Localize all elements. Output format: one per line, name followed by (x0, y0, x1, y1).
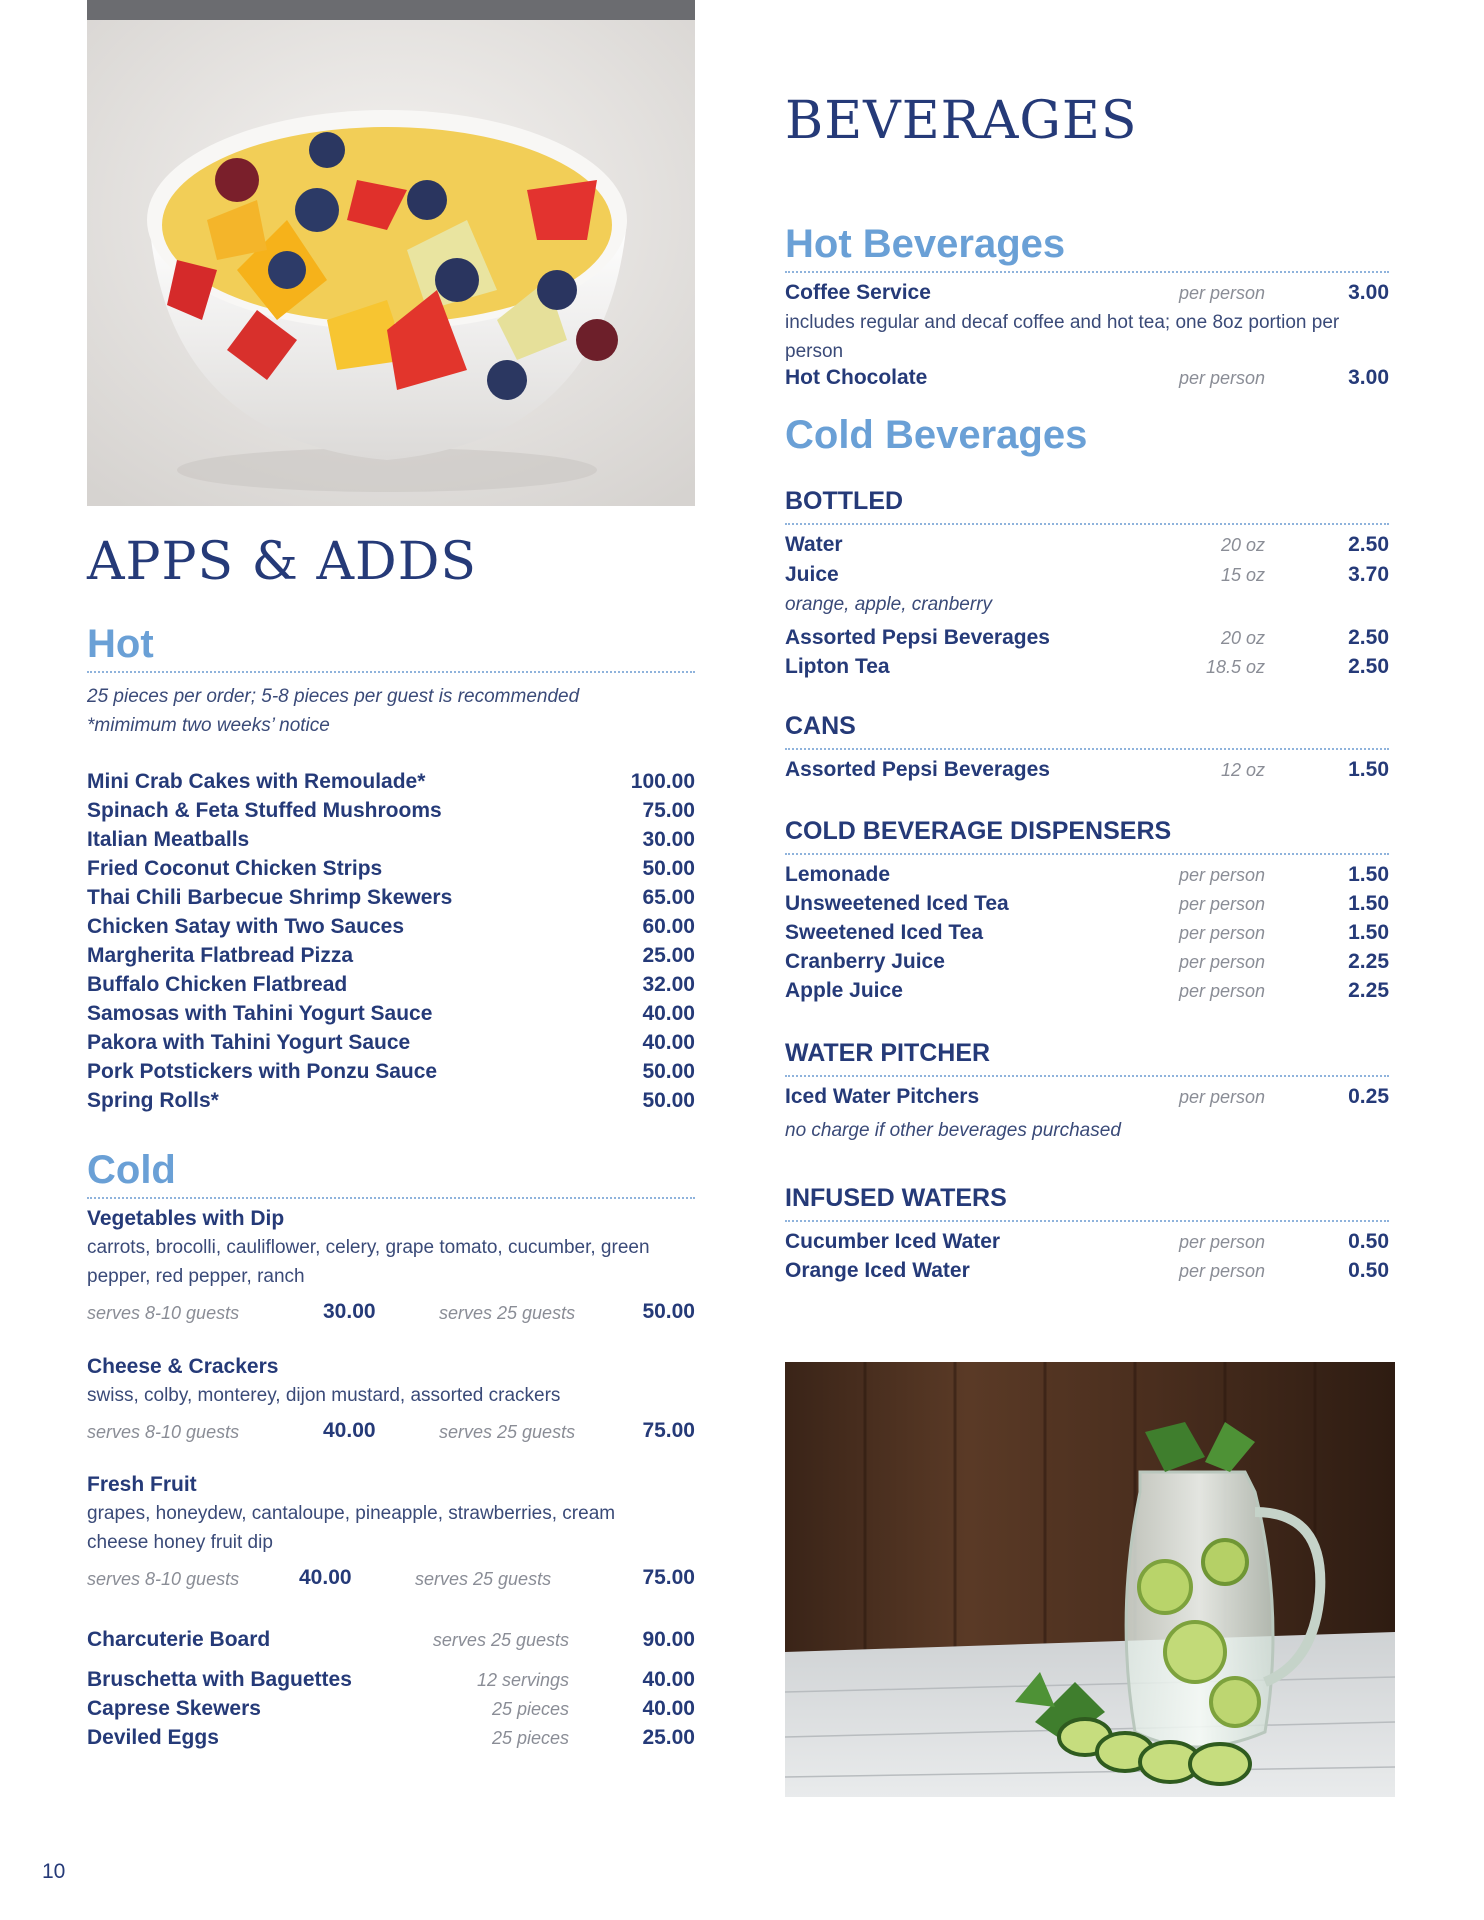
item-name: Pork Potstickers with Ponzu Sauce (87, 1060, 438, 1083)
list-item (87, 915, 695, 944)
item-price: 50.00 (642, 857, 695, 880)
bottled-rule (785, 523, 1389, 525)
list-item (87, 770, 695, 799)
item-price: 2.25 (1348, 950, 1389, 973)
item-price: 25.00 (642, 944, 695, 967)
list-item (785, 892, 1389, 921)
list-item (785, 921, 1389, 950)
list-item (87, 799, 695, 828)
infused-waters-heading: INFUSED WATERS (785, 1184, 1007, 1212)
item-price: 90.00 (642, 1628, 695, 1651)
item-price: 65.00 (642, 886, 695, 909)
item-name: Samosas with Tahini Yogurt Sauce (87, 1002, 433, 1025)
item-name: Juice (785, 563, 839, 586)
cans-pepsi-row (785, 758, 1389, 787)
serving-small-price: 30.00 (323, 1300, 376, 1323)
cold-heading: Cold (87, 1148, 176, 1192)
item-name: Assorted Pepsi Beverages (785, 758, 1050, 781)
item-unit: per person (1178, 283, 1265, 303)
item-price: 3.00 (1348, 281, 1389, 304)
item-name: Sweetened Iced Tea (785, 921, 984, 944)
platter-prices (87, 1419, 695, 1449)
cold-rule (87, 1197, 695, 1199)
cucumber-pitcher-image (785, 1362, 1395, 1797)
item-name: Apple Juice (785, 979, 903, 1002)
fruit-bowl-photo (87, 0, 695, 506)
item-name: Fried Coconut Chicken Strips (87, 857, 383, 880)
item-unit: per person (1178, 368, 1265, 388)
serving-large-label: serves 25 guests (439, 1303, 576, 1323)
platter-vegetables (87, 1204, 695, 1330)
coffee-service-desc: includes regular and decaf coffee and hot tea; one 8oz portion per person (785, 312, 1340, 362)
item-price: 2.25 (1348, 979, 1389, 1002)
fruit-bowl-image (87, 20, 695, 506)
item-unit: 25 pieces (491, 1699, 569, 1719)
item-name: Mini Crab Cakes with Remoulade* (87, 770, 426, 793)
bottled-lipton-row (785, 655, 1389, 684)
serving-small-price: 40.00 (299, 1566, 352, 1589)
platter-cheese (87, 1352, 695, 1449)
page-number: 10 (42, 1860, 66, 1883)
item-name: Spring Rolls* (87, 1089, 219, 1112)
infused-waters-list (785, 1230, 1389, 1288)
item-name: Cranberry Juice (785, 950, 945, 973)
item-name: Iced Water Pitchers (785, 1085, 980, 1108)
item-name: Orange Iced Water (785, 1259, 970, 1282)
platter-desc: carrots, brocolli, cauliflower, celery, grape tomato, cucumber, green pepper, red pepper, ranch (87, 1237, 650, 1287)
list-item (785, 1230, 1389, 1259)
hot-beverages-heading: Hot Beverages (785, 222, 1066, 266)
item-unit: 20 oz (1220, 628, 1265, 648)
list-item (87, 828, 695, 857)
infused-waters-rule (785, 1220, 1389, 1222)
list-item (785, 1259, 1389, 1288)
item-unit: 15 oz (1220, 565, 1265, 585)
list-item (87, 1726, 695, 1755)
hot-note-order: 25 pieces per order; 5-8 pieces per guest is recommended (87, 686, 580, 707)
item-price: 60.00 (642, 915, 695, 938)
item-name: Chicken Satay with Two Sauces (87, 915, 405, 938)
item-name: Caprese Skewers (87, 1697, 261, 1720)
list-item (87, 1697, 695, 1726)
bottled-juice-row (785, 563, 1389, 592)
cans-heading: CANS (785, 712, 856, 740)
hot-note-notice: *mimimum two weeks’ notice (87, 715, 330, 736)
cans-rule (785, 748, 1389, 750)
list-item (87, 886, 695, 915)
item-unit: per person (1178, 865, 1265, 885)
item-price: 3.70 (1348, 563, 1389, 586)
item-name: Buffalo Chicken Flatbread (87, 973, 348, 996)
list-item (87, 973, 695, 1002)
apps-adds-title: APPS & ADDS (87, 532, 478, 592)
item-name: Cucumber Iced Water (785, 1230, 1001, 1253)
item-unit: per person (1178, 923, 1265, 943)
item-price: 1.50 (1348, 892, 1389, 915)
item-unit: serves 25 guests (432, 1630, 569, 1650)
item-unit: per person (1178, 894, 1265, 914)
list-item (785, 979, 1389, 1008)
item-unit: per person (1178, 1232, 1265, 1252)
item-name: Lipton Tea (785, 655, 890, 678)
item-price: 100.00 (630, 770, 695, 793)
cold-extras-list (87, 1668, 695, 1755)
serving-small-label: serves 8-10 guests (87, 1422, 240, 1442)
item-unit: per person (1178, 981, 1265, 1001)
list-item (87, 1668, 695, 1697)
item-name: Pakora with Tahini Yogurt Sauce (87, 1031, 411, 1054)
iced-water-pitcher-row (785, 1085, 1389, 1114)
list-item (785, 863, 1389, 892)
item-price: 2.50 (1348, 533, 1389, 556)
bottled-heading: BOTTLED (785, 487, 904, 515)
item-unit: 25 pieces (491, 1728, 569, 1748)
item-unit: 12 oz (1220, 760, 1265, 780)
item-price: 30.00 (642, 828, 695, 851)
platter-prices (87, 1300, 695, 1330)
item-unit: 18.5 oz (1205, 657, 1265, 677)
item-price: 75.00 (642, 799, 695, 822)
list-item (87, 944, 695, 973)
beverages-title: BEVERAGES (785, 91, 1138, 151)
coffee-service-row (785, 281, 1389, 310)
list-item (87, 857, 695, 886)
hot-heading: Hot (87, 622, 154, 666)
item-name: Water (785, 533, 843, 556)
item-name: Coffee Service (785, 281, 931, 304)
list-item (87, 1060, 695, 1089)
platter-prices (87, 1566, 695, 1596)
item-price: 40.00 (642, 1668, 695, 1691)
item-name: Thai Chili Barbecue Shrimp Skewers (87, 886, 453, 909)
platter-name: Cheese & Crackers (87, 1355, 279, 1378)
serving-small-label: serves 8-10 guests (87, 1303, 240, 1323)
item-price: 0.50 (1348, 1230, 1389, 1253)
item-unit: per person (1178, 1087, 1265, 1107)
hot-chocolate-row (785, 366, 1389, 395)
item-name: Unsweetened Iced Tea (785, 892, 1009, 915)
item-price: 40.00 (642, 1697, 695, 1720)
item-unit: 20 oz (1220, 535, 1265, 555)
cold-beverages-heading: Cold Beverages (785, 413, 1088, 457)
item-price: 50.00 (642, 1060, 695, 1083)
charcuterie-row (87, 1628, 695, 1657)
pitcher-note: no charge if other beverages purchased (785, 1120, 1121, 1141)
platter-name: Vegetables with Dip (87, 1207, 285, 1230)
item-name: Assorted Pepsi Beverages (785, 626, 1050, 649)
platter-desc: swiss, colby, monterey, dijon mustard, assorted crackers (87, 1385, 561, 1406)
serving-small-label: serves 8-10 guests (87, 1569, 240, 1589)
cucumber-water-photo (785, 1362, 1395, 1797)
item-name: Spinach & Feta Stuffed Mushrooms (87, 799, 442, 822)
bottled-water-row (785, 533, 1389, 562)
item-unit: 12 servings (476, 1670, 569, 1690)
juice-flavors-note: orange, apple, cranberry (785, 594, 993, 615)
water-pitcher-heading: WATER PITCHER (785, 1039, 991, 1067)
serving-large-price: 50.00 (642, 1300, 695, 1323)
hot-beverages-rule (785, 271, 1389, 273)
item-price: 0.25 (1348, 1085, 1389, 1108)
platter-fruit (87, 1470, 695, 1596)
item-price: 25.00 (642, 1726, 695, 1749)
item-price: 0.50 (1348, 1259, 1389, 1282)
dispensers-heading: COLD BEVERAGE DISPENSERS (785, 817, 1172, 845)
list-item (87, 1002, 695, 1031)
platter-desc: grapes, honeydew, cantaloupe, pineapple, strawberries, cream cheese honey fruit dip (87, 1503, 616, 1553)
serving-small-price: 40.00 (323, 1419, 376, 1442)
item-price: 32.00 (642, 973, 695, 996)
item-price: 40.00 (642, 1031, 695, 1054)
item-name: Bruschetta with Baguettes (87, 1668, 352, 1691)
dispensers-list (785, 863, 1389, 1008)
item-name: Deviled Eggs (87, 1726, 219, 1749)
platter-name: Fresh Fruit (87, 1473, 197, 1496)
list-item (87, 1031, 695, 1060)
item-unit: per person (1178, 1261, 1265, 1281)
item-price: 2.50 (1348, 655, 1389, 678)
item-name: Hot Chocolate (785, 366, 928, 389)
item-name: Lemonade (785, 863, 891, 886)
serving-large-label: serves 25 guests (439, 1422, 576, 1442)
item-name: Charcuterie Board (87, 1628, 271, 1651)
bottled-pepsi-row (785, 626, 1389, 655)
serving-large-label: serves 25 guests (415, 1569, 552, 1589)
item-price: 1.50 (1348, 921, 1389, 944)
item-unit: per person (1178, 952, 1265, 972)
serving-large-price: 75.00 (642, 1419, 695, 1442)
dispensers-rule (785, 853, 1389, 855)
item-price: 1.50 (1348, 758, 1389, 781)
item-price: 2.50 (1348, 626, 1389, 649)
item-name: Italian Meatballs (87, 828, 250, 851)
item-price: 40.00 (642, 1002, 695, 1025)
item-name: Margherita Flatbread Pizza (87, 944, 354, 967)
item-price: 50.00 (642, 1089, 695, 1112)
list-item (87, 1089, 695, 1118)
water-pitcher-rule (785, 1075, 1389, 1077)
hot-rule (87, 671, 695, 673)
serving-large-price: 75.00 (642, 1566, 695, 1589)
photo-top-bar (87, 0, 695, 20)
item-price: 3.00 (1348, 366, 1389, 389)
hot-items-list (87, 770, 695, 1118)
item-price: 1.50 (1348, 863, 1389, 886)
list-item (785, 950, 1389, 979)
